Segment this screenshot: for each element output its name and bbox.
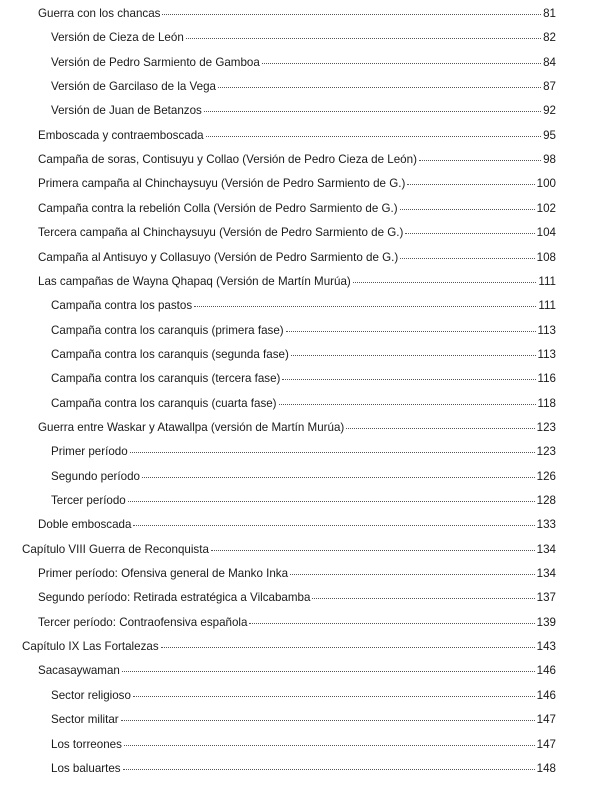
toc-entry-title: Campaña contra los caranquis (primera fase) [51, 323, 284, 337]
toc-dot-leader [249, 623, 534, 624]
toc-dot-leader [279, 404, 536, 405]
toc-entry-title: Versión de Pedro Sarmiento de Gamboa [51, 55, 260, 69]
toc-entry-title: Sector militar [51, 713, 119, 727]
toc-entry[interactable] [51, 688, 556, 704]
toc-entry-page-number: 147 [536, 713, 556, 727]
toc-dot-leader [204, 111, 541, 112]
toc-entry-page-number: 108 [536, 250, 556, 264]
toc-entry[interactable] [51, 396, 556, 412]
toc-entry-title: Primer período [51, 445, 128, 459]
toc-dot-leader [161, 647, 535, 648]
toc-entry[interactable] [51, 347, 556, 363]
toc-dot-leader [133, 696, 535, 697]
toc-entry[interactable] [38, 615, 556, 631]
toc-entry[interactable] [51, 712, 556, 728]
toc-dot-leader [211, 550, 535, 551]
toc-entry-page-number: 102 [536, 201, 556, 215]
toc-dot-leader [262, 63, 541, 64]
toc-entry-page-number: 113 [537, 323, 556, 337]
toc-entry-page-number: 92 [543, 104, 556, 118]
toc-entry-title: Primer período: Ofensiva general de Manko Inka [38, 567, 289, 581]
toc-dot-leader [121, 720, 535, 721]
toc-dot-leader [123, 769, 535, 770]
toc-entry[interactable] [51, 737, 556, 753]
toc-entry[interactable] [51, 323, 556, 339]
toc-entry-title: Versión de Garcilaso de la Vega [51, 80, 216, 94]
toc-entry-title: Los torreones [51, 737, 122, 751]
toc-entry-title: Campaña de soras, Contisuyu y Collao (Versión de Pedro Cieza de León) [38, 153, 417, 167]
toc-dot-leader [312, 598, 534, 599]
toc-entry-page-number: 123 [536, 420, 556, 434]
toc-entry-title: Doble emboscada [38, 518, 132, 532]
toc-entry-page-number: 133 [536, 518, 556, 532]
toc-entry-title: Capítulo IX Las Fortalezas [22, 640, 159, 654]
toc-entry-title: Tercera campaña al Chinchaysuyu (Versión de Pedro Sarmiento de G.) [38, 226, 404, 240]
toc-entry-title: Los baluartes [51, 761, 121, 775]
toc-entry[interactable] [38, 420, 556, 436]
toc-entry-page-number: 95 [543, 128, 556, 142]
toc-entry-page-number: 98 [543, 153, 556, 167]
toc-entry-page-number: 146 [536, 664, 556, 678]
toc-entry[interactable] [38, 274, 556, 290]
toc-entry[interactable] [38, 225, 556, 241]
toc-dot-leader [290, 574, 535, 575]
toc-entry[interactable] [51, 30, 556, 46]
toc-entry-page-number: 84 [543, 55, 556, 69]
toc-entry-page-number: 139 [536, 615, 556, 629]
toc-entry[interactable] [38, 128, 556, 144]
toc-entry[interactable] [51, 444, 556, 460]
toc-entry[interactable] [51, 103, 556, 119]
toc-entry-title: Guerra entre Waskar y Atawallpa (versión de Martín Murúa) [38, 420, 345, 434]
toc-entry-page-number: 146 [536, 688, 556, 702]
toc-dot-leader [206, 136, 541, 137]
toc-entry-title: Campaña contra los caranquis (cuarta fase) [51, 396, 277, 410]
toc-entry-title: Segundo período [51, 469, 140, 483]
toc-entry-page-number: 143 [536, 640, 556, 654]
toc-entry-page-number: 82 [543, 31, 556, 45]
toc-entry[interactable] [51, 371, 556, 387]
toc-entry-title: Primera campaña al Chinchaysuyu (Versión de Pedro Sarmiento de G.) [38, 177, 406, 191]
toc-dot-leader [400, 209, 535, 210]
toc-entry[interactable] [51, 761, 556, 777]
toc-dot-leader [142, 477, 535, 478]
toc-entry-page-number: 123 [536, 445, 556, 459]
toc-entry[interactable] [38, 517, 556, 533]
toc-entry-title: Versión de Cieza de León [51, 31, 184, 45]
toc-entry[interactable] [38, 250, 556, 266]
toc-dot-leader [419, 160, 541, 161]
toc-entry-title: Tercer período [51, 494, 126, 507]
toc-entry[interactable] [38, 566, 556, 582]
toc-entry-page-number: 137 [536, 591, 556, 605]
toc-entry-title: Campaña al Antisuyo y Collasuyo (Versión de Pedro Sarmiento de G.) [38, 250, 399, 264]
toc-entry-page-number: 116 [537, 372, 556, 386]
toc-entry-page-number: 113 [537, 347, 556, 361]
toc-entry-title: Versión de Juan de Betanzos [51, 104, 202, 118]
toc-entry[interactable] [38, 663, 556, 679]
toc-entry[interactable] [51, 298, 556, 314]
toc-entry-title: Campaña contra la rebelión Colla (Versión de Pedro Sarmiento de G.) [38, 201, 398, 215]
toc-entry-title: Las campañas de Wayna Qhapaq (Versión de Martín Murúa) [38, 274, 351, 288]
toc-entry-page-number: 111 [538, 274, 556, 288]
toc-entry-title: Campaña contra los caranquis (tercera fase) [51, 372, 281, 386]
toc-entry-page-number: 128 [536, 494, 556, 507]
toc-dot-leader [218, 87, 541, 88]
toc-entry-title: Guerra con los chancas [38, 7, 161, 20]
toc-dot-leader [130, 452, 535, 453]
toc-entry-title: Segundo período: Retirada estratégica a Vilcabamba [38, 591, 311, 605]
toc-entry-page-number: 148 [536, 761, 556, 775]
toc-entry[interactable] [38, 176, 556, 192]
toc-entry-title: Emboscada y contraemboscada [38, 128, 204, 142]
toc-entry-page-number: 134 [536, 542, 556, 556]
toc-dot-leader [124, 745, 535, 746]
toc-entry-title: Sacasaywaman [38, 664, 120, 678]
toc-entry-title: Capítulo VIII Guerra de Reconquista [22, 542, 209, 556]
toc-entry[interactable] [38, 201, 556, 217]
toc-dot-leader [407, 184, 534, 185]
toc-dot-leader [353, 282, 537, 283]
toc-entry-title: Tercer período: Contraofensiva española [38, 615, 248, 629]
toc-entry-page-number: 111 [538, 299, 556, 313]
toc-dot-leader [194, 306, 536, 307]
toc-entry-title: Campaña contra los caranquis (segunda fase) [51, 347, 289, 361]
toc-entry[interactable] [38, 590, 556, 606]
toc-dot-leader [286, 331, 536, 332]
toc-entry-page-number: 147 [536, 737, 556, 751]
toc-entry-page-number: 104 [536, 226, 556, 240]
toc-entry-title: Campaña contra los pastos [51, 299, 193, 313]
toc-entry[interactable] [22, 639, 556, 655]
toc-dot-leader [128, 501, 535, 502]
toc-entry[interactable] [51, 469, 556, 485]
toc-entry-page-number: 118 [537, 396, 556, 410]
toc-entry[interactable] [51, 493, 556, 509]
toc-entry-page-number: 81 [543, 7, 556, 20]
toc-dot-leader [346, 428, 534, 429]
toc-entry-page-number: 87 [543, 80, 556, 94]
toc-entry-page-number: 126 [536, 469, 556, 483]
toc-dot-leader [282, 379, 535, 380]
toc-dot-leader [186, 38, 541, 39]
toc-dot-leader [400, 258, 534, 259]
toc-entry-page-number: 100 [536, 177, 556, 191]
toc-dot-leader [133, 525, 534, 526]
toc-entry-page-number: 134 [536, 567, 556, 581]
toc-entry[interactable] [51, 55, 556, 71]
toc-dot-leader [405, 233, 534, 234]
toc-entry-title: Sector religioso [51, 688, 131, 702]
toc-dot-leader [291, 355, 536, 356]
toc-entry[interactable] [22, 542, 556, 558]
toc-entry[interactable] [51, 79, 556, 95]
toc-entry[interactable] [38, 152, 556, 168]
toc-dot-leader [162, 14, 541, 15]
toc-entry[interactable] [38, 6, 556, 22]
toc-dot-leader [122, 671, 535, 672]
